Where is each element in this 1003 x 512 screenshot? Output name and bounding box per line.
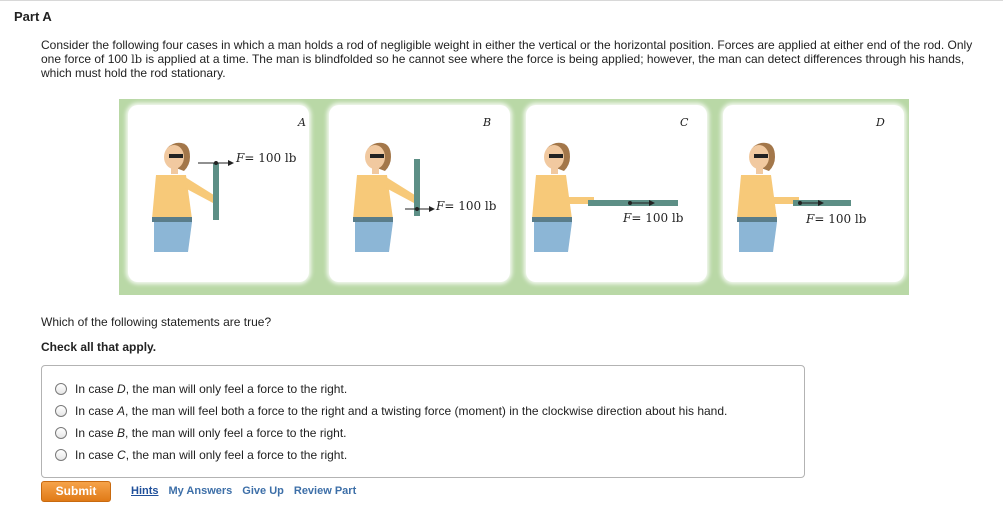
option-prefix: In case	[75, 426, 118, 440]
option-suffix: , the man will only feel a force to the right.	[125, 448, 348, 462]
problem-statement	[41, 38, 986, 80]
option-checkbox[interactable]	[55, 427, 67, 439]
case-b-force-value: = 100 lb	[444, 199, 497, 213]
case-d-label: D	[876, 116, 885, 129]
problem-text-after: is applied at a time. The man is blindfolded so he cannot see where the force is being applied; however, the man can detect differences through his hands, which must hold the rod stationary.	[41, 52, 965, 80]
option-label	[75, 426, 347, 440]
submit-button[interactable]: Submit	[41, 481, 111, 502]
option-case-c[interactable]	[55, 447, 347, 463]
option-label	[75, 404, 727, 418]
option-case-d[interactable]	[55, 381, 347, 397]
case-b-force-symbol: F	[436, 199, 445, 213]
case-a-force-value: = 100 lb	[244, 151, 297, 165]
case-d-force-value: = 100 lb	[814, 212, 867, 226]
man-holding-horizontal-rod-near-force-illustration	[723, 105, 904, 282]
case-c-panel	[526, 105, 707, 282]
man-holding-horizontal-rod-illustration	[526, 105, 707, 282]
top-divider	[0, 0, 1003, 1]
give-up-link[interactable]: Give Up	[242, 485, 284, 497]
option-suffix: , the man will feel both a force to the right and a twisting force (moment) in the clockwise direction about his hand.	[125, 404, 728, 418]
case-b-label: B	[483, 116, 492, 129]
case-a-force-symbol: F	[236, 151, 245, 165]
option-case-a[interactable]	[55, 403, 727, 419]
case-c-label: C	[680, 116, 689, 129]
case-c-force-value: = 100 lb	[631, 211, 684, 225]
option-case-letter: C	[117, 448, 126, 462]
problem-unit: lb	[131, 52, 143, 66]
problem-text-before: Consider the following four cases in which a man holds a rod of negligible weight in either the vertical or the horizontal position. Forces are applied at either end of the rod. Only one force of 100	[41, 38, 973, 66]
option-case-b[interactable]	[55, 425, 347, 441]
case-b-force-label	[436, 199, 496, 213]
option-prefix: In case	[75, 404, 118, 418]
option-prefix: In case	[75, 382, 118, 396]
my-answers-link[interactable]: My Answers	[168, 485, 233, 497]
case-c-force-label	[623, 211, 683, 225]
case-a-force-label	[236, 151, 296, 165]
rod-cases-figure	[119, 99, 909, 295]
part-title: Part A	[14, 9, 52, 24]
option-prefix: In case	[75, 448, 118, 462]
review-part-link[interactable]: Review Part	[293, 485, 357, 497]
option-suffix: , the man will only feel a force to the right.	[125, 382, 348, 396]
case-d-panel	[723, 105, 904, 282]
option-case-letter: A	[117, 404, 126, 418]
option-case-letter: D	[117, 382, 126, 396]
case-b-panel	[329, 105, 510, 282]
case-a-panel	[128, 105, 309, 282]
question-text: Which of the following statements are true?	[41, 315, 272, 329]
man-holding-vertical-rod-illustration	[128, 105, 309, 282]
option-checkbox[interactable]	[55, 449, 67, 461]
case-d-force-label	[806, 212, 866, 226]
option-checkbox[interactable]	[55, 405, 67, 417]
answer-options	[41, 365, 805, 478]
case-d-force-symbol: F	[806, 212, 815, 226]
option-label	[75, 448, 347, 462]
hints-link[interactable]: Hints	[131, 485, 159, 497]
case-a-label: A	[298, 116, 306, 129]
option-label	[75, 382, 347, 396]
option-checkbox[interactable]	[55, 383, 67, 395]
man-holding-vertical-rod-bottom-force-illustration	[329, 105, 510, 282]
option-suffix: , the man will only feel a force to the right.	[125, 426, 347, 440]
option-case-letter: B	[117, 426, 126, 440]
instruction-text: Check all that apply.	[41, 340, 157, 354]
action-links	[131, 485, 356, 497]
case-c-force-symbol: F	[623, 211, 632, 225]
